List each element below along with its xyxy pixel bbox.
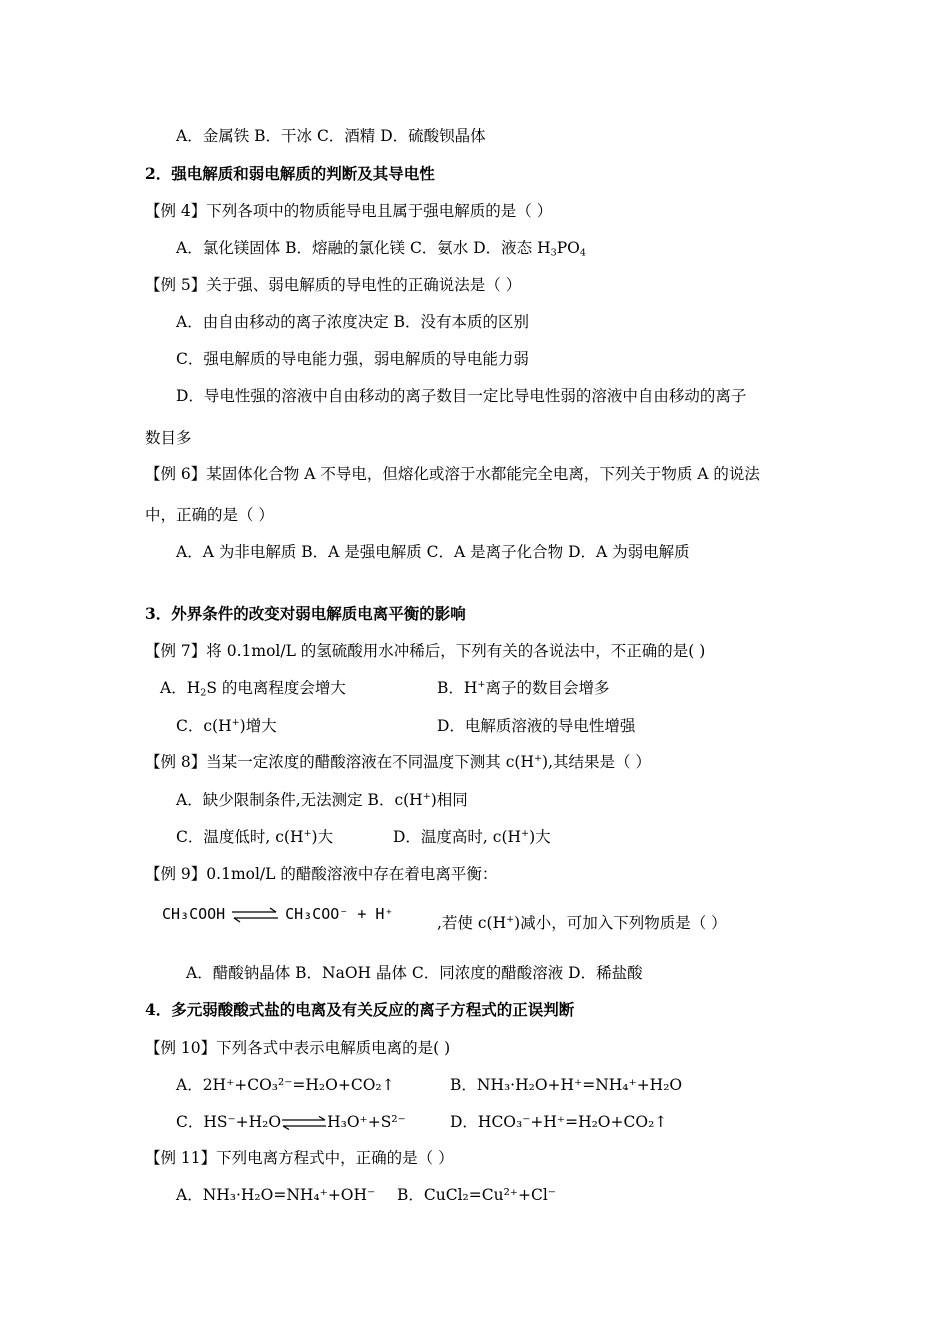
example-5-option-d: D．导电性强的溶液中自由移动的离子数目一定比导电性弱的溶液中自由移动的离子	[176, 387, 747, 405]
example-11-question: 【例 11】下列电离方程式中，正确的是（ ）	[145, 1149, 454, 1167]
example-11-option-b: B．CuCl₂=Cu²⁺+Cl⁻	[397, 1186, 556, 1204]
equilibrium-arrow-icon	[281, 1116, 327, 1130]
example-9-equilibrium	[162, 903, 393, 925]
example-7-option-b: B．H+离子的数目会增多	[437, 678, 610, 697]
example-7-option-d: D．电解质溶液的导电性增强	[437, 717, 636, 735]
example-7-option-c: C．c(H+)增大	[176, 716, 277, 735]
example-10-option-b: B．NH₃·H₂O+H⁺=NH₄⁺+H₂O	[450, 1076, 683, 1094]
section-3-heading: 3．外界条件的改变对弱电解质电离平衡的影响	[145, 604, 466, 623]
example-5-option-c: C．强电解质的导电能力强，弱电解质的导电能力弱	[176, 350, 529, 368]
equilibrium-left-formula: CH₃COOH	[162, 905, 226, 923]
section-2-heading: 2．强电解质和弱电解质的判断及其导电性	[145, 164, 435, 183]
example-5-question: 【例 5】关于强、弱电解质的导电性的正确说法是（ ）	[145, 276, 522, 294]
example-7-option-a: A．$H_2S$ 的电离程度会增大	[160, 679, 346, 699]
example-10-option-c: C．HS⁻+H₂O H₃O⁺+S²⁻	[176, 1113, 406, 1131]
example-8-option-c: C．温度低时, c(H+)大	[176, 827, 334, 846]
example-4-options: A．氯化镁固体 B．熔融的氯化镁 C．氨水 D．液态 $H_3PO_4$	[176, 239, 586, 259]
example-6-question: 【例 6】某固体化合物 A 不导电，但熔化或溶于水都能完全电离，下列关于物质 A 的说法	[145, 465, 760, 483]
example-4-question: 【例 4】下列各项中的物质能导电且属于强电解质的是（ ）	[145, 202, 553, 220]
example-6-question-cont: 中，正确的是（ ）	[145, 506, 274, 524]
equilibrium-arrow-icon	[230, 907, 280, 923]
example-9-question-tail: ,若使 c(H+)减小，可加入下列物质是（ ）	[437, 913, 727, 932]
example-5-option-ab: A．由自由移动的离子浓度决定 B．没有本质的区别	[176, 313, 530, 331]
example-8-option-d: D．温度高时, c(H+)大	[393, 827, 551, 846]
example-8-question: 【例 8】当某一定浓度的醋酸溶液在不同温度下测其 c(H+),其结果是（ ）	[145, 752, 651, 771]
example-9-options: A．醋酸钠晶体 B．NaOH 晶体 C．同浓度的醋酸溶液 D．稀盐酸	[186, 964, 643, 982]
example-5-option-d-cont: 数目多	[145, 429, 192, 447]
example-8-option-ab: A．缺少限制条件,无法测定 B．c(H+)相同	[176, 790, 468, 809]
equilibrium-right-formula: CH₃COO⁻ + H⁺	[285, 905, 394, 923]
example-9-question: 【例 9】0.1mol/L 的醋酸溶液中存在着电离平衡：	[145, 865, 498, 883]
section-4-heading: 4．多元弱酸酸式盐的电离及有关反应的离子方程式的正误判断	[145, 1000, 575, 1019]
example-10-option-a: A．2H⁺+CO₃²⁻=H₂O+CO₂↑	[176, 1076, 395, 1094]
example-6-options: A．A 为非电解质 B．A 是强电解质 C．A 是离子化合物 D．A 为弱电解质	[176, 543, 690, 561]
example-11-option-a: A．NH₃·H₂O=NH₄⁺+OH⁻	[176, 1186, 376, 1204]
example-10-question: 【例 10】下列各式中表示电解质电离的是( )	[145, 1039, 451, 1057]
ex3-options: A．金属铁 B．干冰 C．酒精 D．硫酸钡晶体	[176, 127, 486, 145]
example-10-option-d: D．HCO₃⁻+H⁺=H₂O+CO₂↑	[450, 1113, 668, 1131]
example-7-question: 【例 7】将 0.1mol/L 的氢硫酸用水冲稀后，下列有关的各说法中，不正确的是( )	[145, 642, 706, 660]
